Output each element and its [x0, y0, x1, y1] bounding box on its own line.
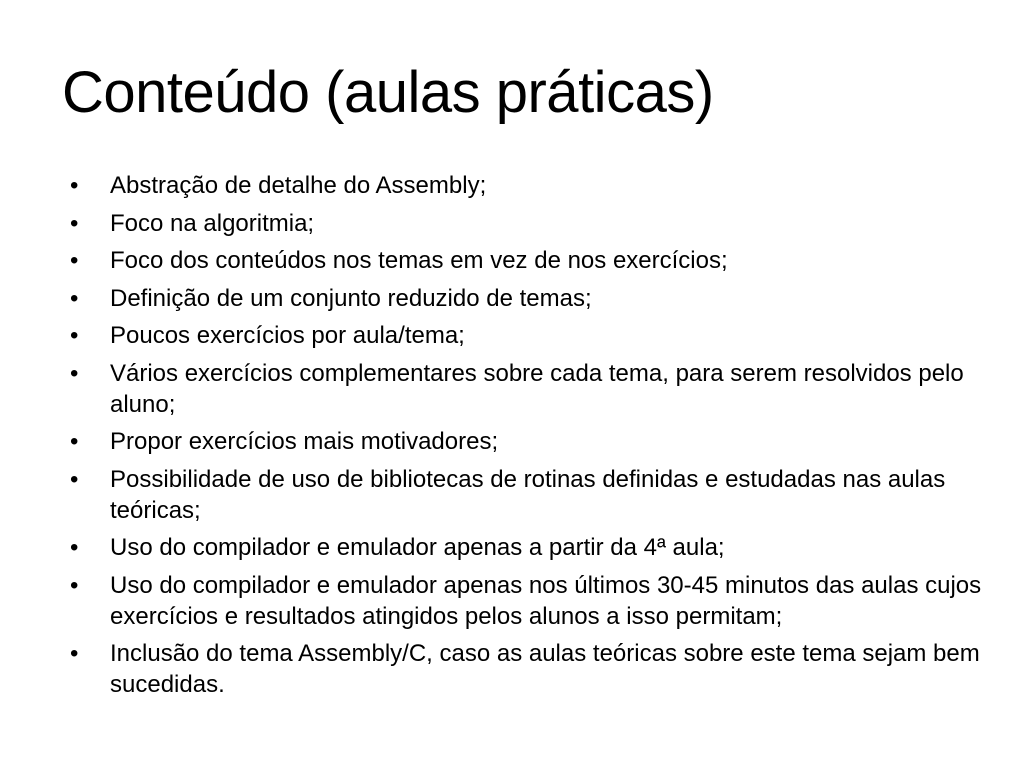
bullet-item: [70, 283, 990, 314]
bullet-item: [70, 320, 990, 351]
bullet-dot-icon: •: [70, 465, 79, 493]
bullet-item: [70, 638, 990, 700]
bullet-dot-icon: •: [70, 247, 79, 274]
bullet-item: [70, 245, 990, 276]
bullet-item: [70, 208, 990, 239]
bullet-text: Possibilidade de uso de bibliotecas de rotinas definidas e estudadas nas aulas teóricas;: [110, 465, 946, 524]
bullet-item: [70, 570, 990, 632]
bullet-dot-icon: •: [70, 284, 79, 312]
bullet-item: [70, 464, 990, 526]
bullet-item: [70, 358, 990, 420]
bullet-text: Abstração de detalhe do Assembly;: [110, 172, 487, 199]
bullet-list: [70, 170, 990, 707]
bullet-text: Inclusão do tema Assembly/C, caso as aulas teóricas sobre este tema sejam bem sucedidas.: [110, 640, 980, 698]
bullet-text: Foco na algoritmia;: [110, 209, 315, 237]
bullet-text: Propor exercícios mais motivadores;: [110, 428, 499, 455]
bullet-text: Uso do compilador e emulador apenas a partir da 4ª aula;: [110, 534, 725, 561]
bullet-text: Definição de um conjunto reduzido de temas;: [110, 284, 592, 312]
bullet-dot-icon: •: [70, 534, 79, 561]
bullet-dot-icon: •: [70, 209, 79, 237]
bullet-dot-icon: •: [70, 322, 79, 349]
bullet-dot-icon: •: [70, 571, 79, 599]
bullet-dot-icon: •: [70, 172, 79, 199]
bullet-item: [70, 426, 990, 457]
bullet-dot-icon: •: [70, 428, 79, 455]
bullet-dot-icon: •: [70, 640, 79, 667]
bullet-item: [70, 170, 990, 201]
bullet-text: Poucos exercícios por aula/tema;: [110, 322, 465, 349]
bullet-text: Vários exercícios complementares sobre cada tema, para serem resolvidos pelo aluno;: [110, 359, 964, 418]
bullet-item: [70, 532, 990, 563]
bullet-text: Foco dos conteúdos nos temas em vez de nos exercícios;: [110, 247, 728, 274]
slide-title: Conteúdo (aulas práticas): [62, 60, 714, 125]
bullet-dot-icon: •: [70, 359, 79, 387]
bullet-text: Uso do compilador e emulador apenas nos últimos 30-45 minutos das aulas cujos exercícios e resultados atingidos pelos alunos a isso permitam;: [110, 571, 982, 630]
